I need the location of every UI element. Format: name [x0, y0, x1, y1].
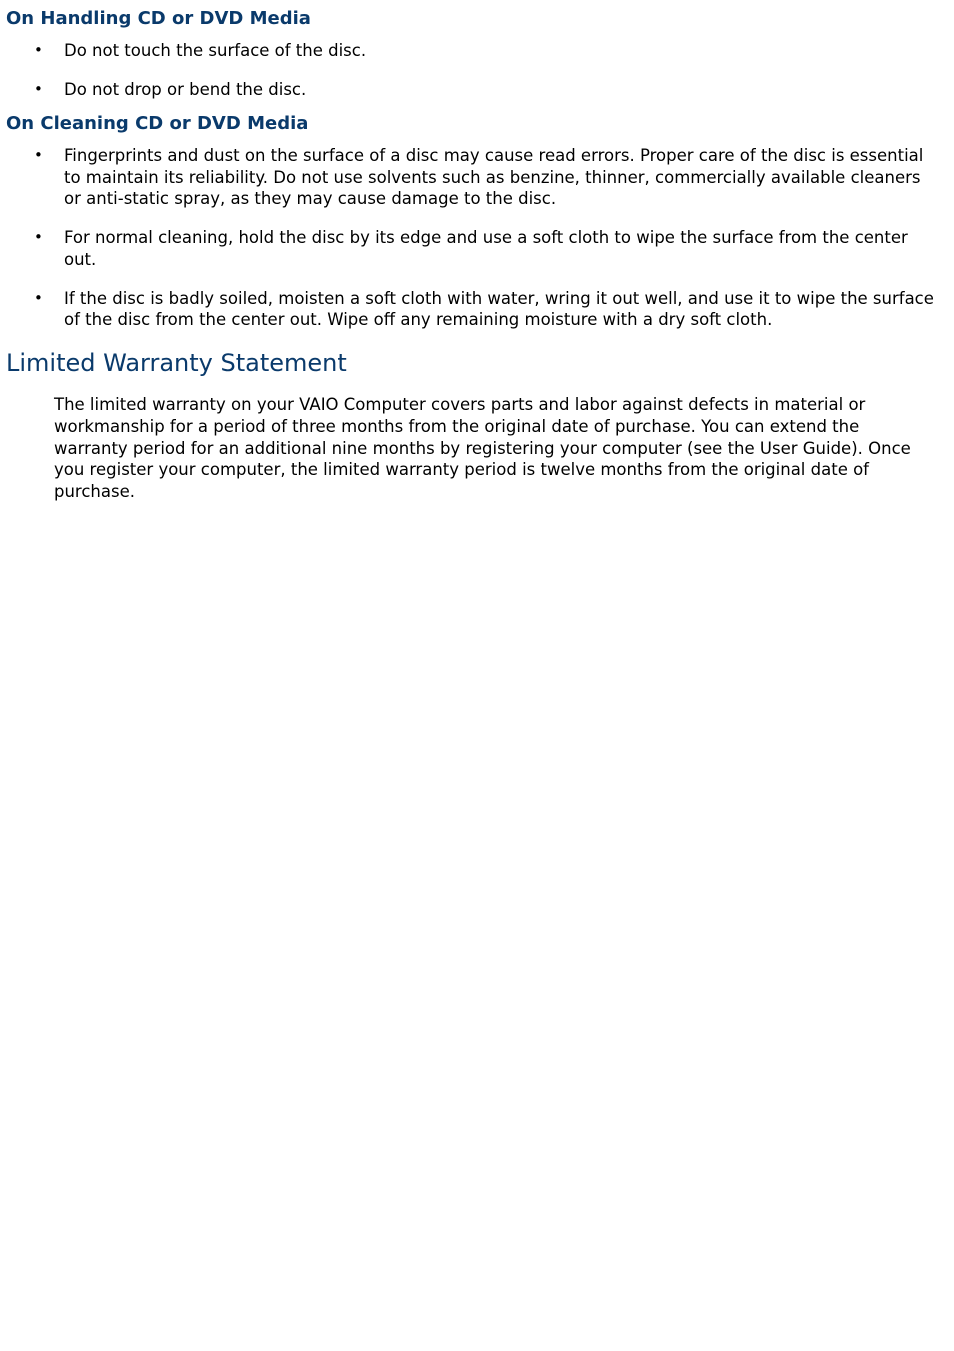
heading-handling-media: On Handling CD or DVD Media [6, 8, 311, 29]
handling-list [6, 40, 934, 101]
list-item [34, 288, 934, 331]
bullet-icon: • [34, 80, 43, 98]
bullet-icon: • [34, 146, 43, 164]
list-item [34, 145, 934, 210]
list-item [34, 79, 934, 101]
warranty-paragraph: The limited warranty on your VAIO Computer covers parts and labor against defects in material or workmanship for a period of three months from the original date of purchase. You can extend the warranty period for an additional nine months by registering your computer (see the User Guide). Once you register your computer, the limited warranty period is twelve months from the original date of purchase. [54, 395, 911, 502]
heading-limited-warranty: Limited Warranty Statement [6, 349, 347, 377]
heading-cleaning-media: On Cleaning CD or DVD Media [6, 113, 309, 134]
bullet-icon: • [34, 41, 43, 59]
list-item-text: Do not drop or bend the disc. [64, 80, 307, 99]
cleaning-list [6, 145, 934, 331]
list-item-text: For normal cleaning, hold the disc by its edge and use a soft cloth to wipe the surface from the center out. [64, 228, 908, 269]
list-item [34, 227, 934, 270]
list-item-text: Fingerprints and dust on the surface of a disc may cause read errors. Proper care of the disc is essential to maintain its reliability. Do not use solvents such as benzine, thinner, commercially available cleaners or anti-static spray, as they may cause damage to the disc. [64, 146, 924, 208]
list-item-text: If the disc is badly soiled, moisten a soft cloth with water, wring it out well, and use it to wipe the surface of the disc from the center out. Wipe off any remaining moisture with a dry soft cloth. [64, 288, 934, 329]
document-page [0, 0, 954, 503]
bullet-icon: • [34, 288, 43, 307]
list-item-text: Do not touch the surface of the disc. [64, 41, 367, 60]
list-item [34, 40, 934, 62]
bullet-icon: • [34, 228, 43, 246]
